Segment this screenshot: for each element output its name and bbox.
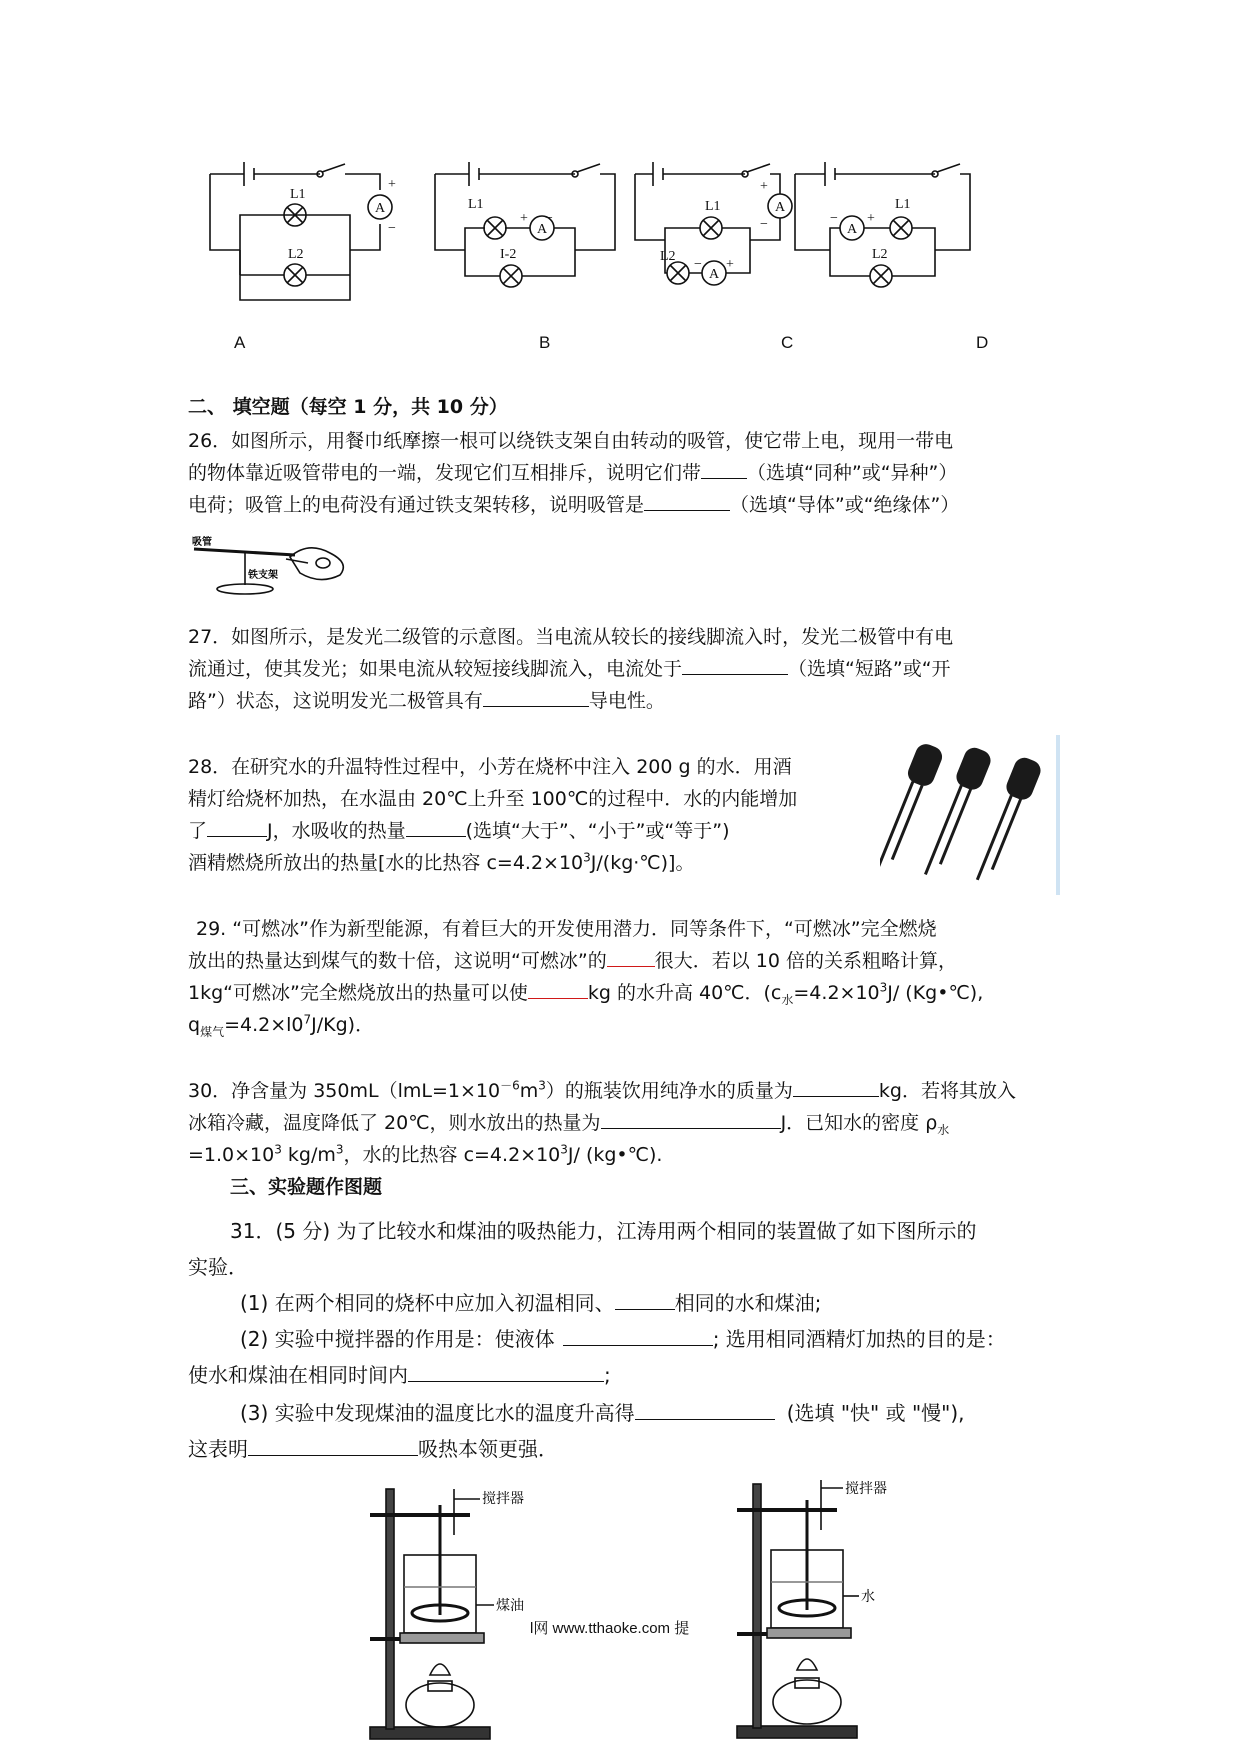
- q28-text: 酒精燃烧所放出的热量[水的比热容 c=4.2×10: [188, 852, 584, 874]
- answer-blank[interactable]: [406, 814, 466, 837]
- q26-line2: [188, 456, 957, 490]
- q28-line2: 精灯给烧杯加热，在水温由 20℃上升至 100℃的过程中．水的内能增加: [188, 788, 798, 810]
- minus-sign: −: [694, 257, 702, 272]
- q30-line2: [188, 1106, 949, 1140]
- heating-setup-figure-left: [360, 1475, 560, 1745]
- option-label-c: C: [781, 333, 794, 352]
- answer-blank[interactable]: [701, 456, 747, 479]
- q29-text: 很大．若以 10 倍的关系粗略计算，: [654, 950, 957, 972]
- q30-text: ，水的比热容 c=4.2×10: [343, 1144, 561, 1166]
- q30-text: J/ (kg•℃).: [567, 1144, 663, 1166]
- answer-blank[interactable]: [682, 652, 788, 675]
- answer-blank[interactable]: [248, 1433, 418, 1456]
- led-figure: [880, 735, 1060, 895]
- q27-line2: [188, 652, 951, 686]
- q31-text: 这表明: [188, 1437, 248, 1461]
- q28-text: J，水吸收的热量: [267, 820, 406, 842]
- q29-text: J/ (Kg•℃),: [887, 982, 984, 1004]
- q30-text: 30．净含量为 350mL（lmL=1×10: [188, 1080, 501, 1102]
- q29-sub: 水: [781, 992, 794, 1007]
- q30-sup: 3: [538, 1078, 546, 1093]
- circuit-d: [795, 162, 970, 287]
- q31-line2: 实验．: [188, 1255, 248, 1279]
- answer-blank[interactable]: [408, 1359, 604, 1382]
- q27-text: （选填“短路”或“开: [788, 658, 951, 680]
- plus-sign: +: [520, 211, 528, 226]
- q27-line3: [188, 684, 665, 718]
- q28-line3: [188, 814, 730, 848]
- q28-text: J/(kg·℃)]。: [590, 852, 695, 874]
- plus-sign: +: [760, 179, 768, 194]
- plus-sign: +: [867, 211, 875, 226]
- ammeter-symbol: A: [537, 222, 548, 237]
- q29-line3: [188, 976, 983, 1010]
- q30-text: ）的瓶装饮用纯净水的质量为: [545, 1080, 793, 1102]
- q28-line1: 28．在研究水的升温特性过程中，小芳在烧杯中注入 200 g 的水．用酒: [188, 756, 792, 778]
- answer-blank[interactable]: [615, 1287, 675, 1310]
- stirrer-label: 搅拌器: [482, 1492, 524, 1507]
- q31-text: ;: [604, 1363, 611, 1387]
- lamp-label: L1: [895, 197, 911, 212]
- answer-blank[interactable]: [793, 1074, 879, 1097]
- q28-text: (选填“大于”、“小于”或“等于”): [465, 820, 730, 842]
- section-title: 二、 填空题（每空 1 分，共 10 分）: [188, 396, 508, 418]
- q31-text: 相同的水和煤油;: [674, 1291, 822, 1315]
- q30-text: kg．若将其放入: [878, 1080, 1016, 1102]
- q31-part2: [240, 1322, 1006, 1356]
- answer-blank[interactable]: [607, 944, 655, 967]
- q31-text: (1) 在两个相同的烧杯中应加入初温相同、: [240, 1291, 615, 1315]
- q30-line1: [188, 1074, 1016, 1108]
- ammeter-symbol: A: [775, 200, 786, 215]
- water-label: 水: [861, 1590, 875, 1605]
- q28-text: 了: [188, 820, 208, 842]
- minus-sign: −: [388, 221, 396, 236]
- answer-blank[interactable]: [528, 976, 588, 999]
- q30-sup: 3: [274, 1142, 282, 1157]
- minus-sign: −: [545, 211, 553, 226]
- q29-sup: 7: [303, 1012, 312, 1027]
- answer-blank[interactable]: [563, 1323, 713, 1346]
- q26-text: （选填“同种”或“异种”）: [747, 462, 958, 484]
- q30-text: 冰箱冷藏，温度降低了 20℃，则水放出的热量为: [188, 1112, 601, 1134]
- q26-text: 的物体靠近吸管带电的一端，发现它们互相排斥，说明它们带: [188, 462, 702, 484]
- q31-text: (3) 实验中发现煤油的温度比水的温度升高得: [240, 1401, 635, 1425]
- q29-text: J/Kg)．: [311, 1014, 375, 1036]
- q30-text: m: [519, 1080, 539, 1102]
- q29-sup: 3: [879, 980, 888, 995]
- answer-blank[interactable]: [635, 1397, 775, 1420]
- plus-sign: +: [388, 177, 396, 192]
- q31-line1: 31．(5 分) 为了比较水和煤油的吸热能力，江涛用两个相同的装置做了如下图所示的: [230, 1219, 977, 1243]
- q29-text: q: [188, 1014, 201, 1036]
- lamp-label: L1: [468, 197, 484, 212]
- q29-line4: [188, 1008, 374, 1042]
- q27-text: 导电性。: [588, 690, 665, 712]
- option-label-b: B: [539, 333, 551, 352]
- lamp-label: L2: [872, 247, 888, 262]
- lamp-label: L1: [705, 199, 721, 214]
- q27-line1: 27．如图所示，是发光二级管的示意图。当电流从较长的接线脚流入时，发光二极管中有电: [188, 626, 954, 648]
- lamp-label: L2: [660, 249, 676, 264]
- plus-sign: +: [726, 257, 734, 272]
- q30-text: J．已知水的密度 ρ: [780, 1112, 938, 1134]
- q27-text: 路”）状态，这说明发光二极管具有: [188, 690, 483, 712]
- watermark: l网 www.tthaoke.com 提: [528, 1617, 691, 1638]
- q26-line1: 26．如图所示，用餐巾纸摩擦一根可以绕铁支架自由转动的吸管，使它带上电，现用一带电: [188, 430, 954, 452]
- stirrer-label: 搅拌器: [845, 1482, 887, 1497]
- q29-text: =4.2×l0: [224, 1014, 304, 1036]
- heating-setup-figure-right: [735, 1470, 935, 1745]
- section-title: 三、实验题作图题: [230, 1176, 383, 1198]
- lamp-label: L1: [290, 187, 306, 202]
- q26-text: 电荷；吸管上的电荷没有通过铁支架转移，说明吸管是: [188, 494, 645, 516]
- lamp-label: L2: [288, 247, 304, 262]
- ammeter-symbol: A: [709, 267, 720, 282]
- q31-text: 吸热本领更强．: [418, 1437, 558, 1461]
- q30-line3: [188, 1138, 662, 1172]
- q28-sup: 3: [583, 850, 591, 865]
- answer-blank[interactable]: [644, 488, 730, 511]
- q31-part3: [240, 1396, 965, 1430]
- q26-text: （选填“导体”或“绝缘体”）: [730, 494, 960, 516]
- answer-blank[interactable]: [207, 814, 267, 837]
- q30-sup: 3: [560, 1142, 568, 1157]
- figure-label: 铁支架: [248, 570, 278, 581]
- q30-sup: －6: [500, 1078, 520, 1093]
- minus-sign: −: [830, 211, 838, 226]
- q31-part3-cont: [188, 1432, 558, 1466]
- q31-text: ; 选用相同酒精灯加热的目的是：: [712, 1327, 1006, 1351]
- q30-sup: 3: [335, 1142, 344, 1157]
- q30-sub: 水: [937, 1122, 950, 1137]
- answer-blank[interactable]: [601, 1106, 781, 1129]
- q27-text: 流通过，使其发光；如果电流从较短接线脚流入，电流处于: [188, 658, 683, 680]
- ammeter-symbol: A: [375, 201, 386, 216]
- answer-blank[interactable]: [483, 684, 589, 707]
- q31-text: (2) 实验中搅拌器的作用是：使液体: [240, 1327, 555, 1351]
- q28-line4: [188, 846, 694, 880]
- circuit-a: [210, 162, 392, 300]
- q31-text: 使水和煤油在相同时间内: [188, 1363, 408, 1387]
- q30-text: =1.0×10: [188, 1144, 275, 1166]
- q29-text: 放出的热量达到煤气的数十倍，这说明“可燃冰”的: [188, 950, 607, 972]
- q30-text: kg/m: [281, 1144, 336, 1166]
- q31-part1: [240, 1286, 821, 1320]
- ammeter-symbol: A: [847, 222, 858, 237]
- q29-sub: 煤气: [200, 1024, 225, 1039]
- q31-part2-cont: [188, 1358, 611, 1392]
- q29-text: 1kg“可燃冰”完全燃烧放出的热量可以使: [188, 982, 528, 1004]
- q29-line1: 29. “可燃冰”作为新型能源，有着巨大的开发使用潜力．同等条件下，“可燃冰”完全燃烧: [196, 918, 937, 940]
- circuit-diagrams: [200, 160, 1100, 360]
- kerosene-label: 煤油: [496, 1599, 524, 1614]
- q26-line3: [188, 488, 959, 522]
- q29-text: =4.2×10: [793, 982, 880, 1004]
- q31-text: (选填 "快" 或 "慢"),: [786, 1401, 965, 1425]
- minus-sign: −: [760, 217, 768, 232]
- lamp-label: I-2: [500, 247, 517, 262]
- straw-stand-figure: [190, 533, 360, 597]
- option-label-d: D: [976, 333, 989, 352]
- option-label-a: A: [234, 333, 246, 352]
- q29-line2: [188, 944, 957, 978]
- q29-text: kg 的水升高 40℃．(c: [587, 982, 782, 1004]
- figure-label: 吸管: [192, 537, 212, 548]
